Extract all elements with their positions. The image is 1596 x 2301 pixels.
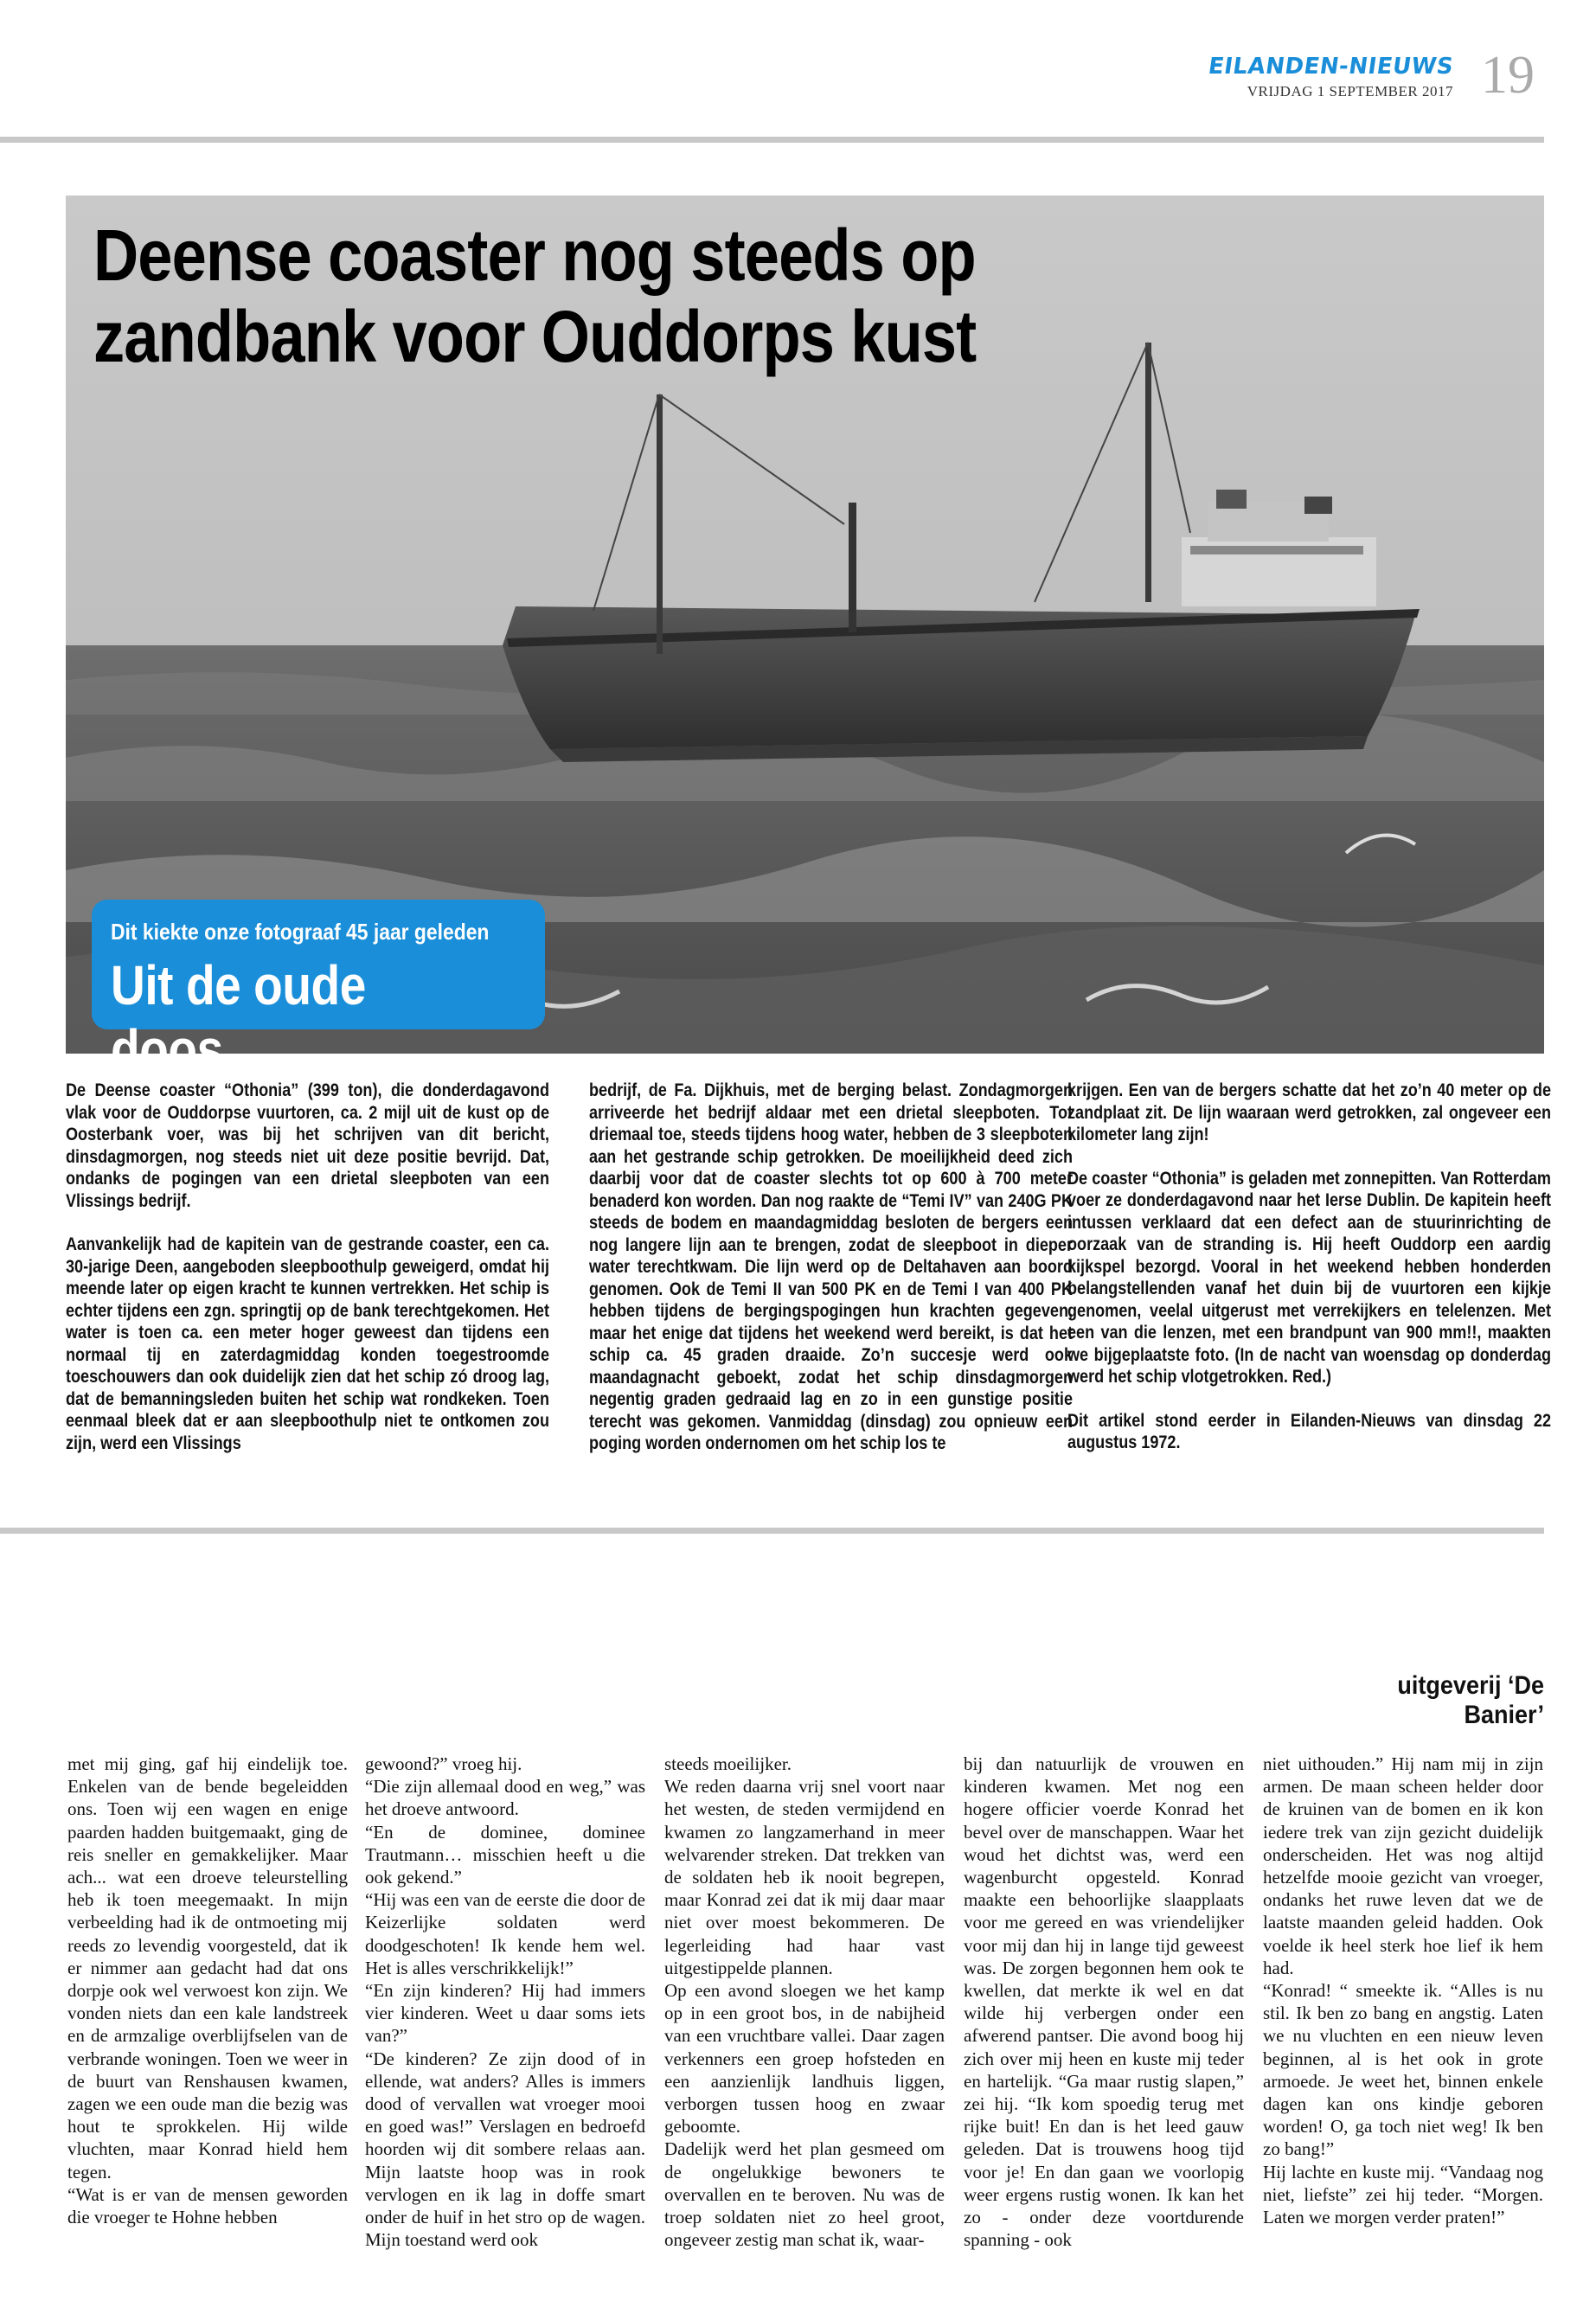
story-paragraph: We reden daarna vrij snel voort naar het westen, de steden vermijdend en kwamen zo langzamerhand in meer welvarender streken. Dat trekken van de soldaten heb ik nooit begrepen, maar Konrad zei dat ik mij daar maar niet over moest bekommeren. De legerleiding had haar vast uitgestippelde plannen.: [664, 1776, 945, 1978]
issue-date: VRIJDAG 1 SEPTEMBER 2017: [1247, 83, 1453, 99]
story-paragraph: “En zijn kinderen? Hij had immers vier kinderen. Weet u daar soms iets van?”: [365, 1980, 645, 2047]
story-column-2: [365, 1753, 645, 2251]
newspaper-logo: EILANDEN-NIEUWS: [1206, 54, 1456, 80]
article-paragraph: bedrijf, de Fa. Dijkhuis, met de berging belast. Zondagmorgen arriveerde het bedrijf aldaar met een drietal sleepboten. Tot driemaal toe, steeds tijdens hoog water, hebben de 3 sleepboten aan het gestrande schip getrokken. De moeilijkheid deed zich daarbij voor dat de coaster slechts tot op 600 à 700 meter benaderd kon worden. Dan nog raakte de “Temi IV” van 240G PK steeds de bodem en maandagmiddag besloten de bergers een nog langere lijn aan te brengen, zodat de sleepboot in dieper water terechtkwam. Die lijn werd op de Deltahaven aan boord genomen. Ook de Temi II van 500 PK en de Temi I van 400 PK hebben tijdens de bergingspogingen hun krachten gegeven, maar het enige dat tijdens het weekend werd bereikt, is dat het schip ca. 45 graden draaide. Zo’n succesje werd ook maandagnacht geboekt, zodat het schip dinsdagmorgen negentig graden gedraaid lag en zo in een gunstige positie terecht was gekomen. Vanmiddag (dinsdag) zou opnieuw een poging worden ondernomen om het schip los te: [589, 1080, 1073, 1453]
story-column-4: [964, 1753, 1244, 2251]
story-paragraph: gewoond?” vroeg hij.: [365, 1753, 522, 1774]
story-column-5: [1263, 1753, 1543, 2228]
story-paragraph: Hij lachte en kuste mij. “Vandaag nog niet, liefste” zei hij teder. “Morgen. Laten we morgen verder praten!”: [1263, 2161, 1543, 2228]
story-paragraph: “De kinderen? Ze zijn dood of in ellende, wat anders? Alles is immers dood of vervallen wat vroeger mooi en goed was!” Verslagen en bedroefd hoorden wij dit sombere relaas aan. Mijn laatste hoop was in rook vervlogen en ik lag in doffe smart onder de huif in het stro op de wagen. Mijn toestand werd ook: [365, 2048, 645, 2251]
publisher-label: uitgeverij ‘De Banier’: [1397, 1671, 1544, 1729]
story-paragraph: “Konrad! “ smeekte ik. “Alles is nu stil. Ik ben zo bang en angstig. Laten we nu vluchten en een nieuw leven beginnen, al is het ook in grote armoede. Je weet het, binnen enkele dagen kan ons kindje geboren worden! O, ga toch niet weg! Ik ben zo bang!”: [1263, 1980, 1543, 2160]
masthead: [1194, 54, 1456, 100]
page-number: 19: [1481, 46, 1535, 105]
article-column-3: [1067, 1080, 1552, 1476]
article-column-2: [589, 1080, 1074, 1477]
article-paragraph: De coaster “Othonia” is geladen met zonnepitten. Van Rotterdam voer ze donderdagavond naar het Ierse Dublin. De kapitein heeft intussen verklaard dat een defect aan de stuurinrichting de oorzaak van de stranding is. Hij heeft Ouddorp een aardig kijkspel bezorgd. Vooral in het weekend hebben honderden belangstellenden vanaf het duin bij de vuurtoren een kijkje genomen, veelal uitgerust met verrekijkers en telelenzen. Met een van die lenzen, met een brandpunt van 900 mm!!, maakten we bijgeplaatste foto. (In de nacht van woensdag op donderdag werd het schip vlotgetrokken. Red.): [1067, 1168, 1551, 1387]
story-paragraph: “Wat is er van de mensen geworden die vroeger te Hohne hebben: [67, 2183, 348, 2228]
article-paragraph: De Deense coaster “Othonia” (399 ton), die donderdagavond vlak voor de Ouddorpse vuurtoren, ca. 2 mijl uit de kust op de Oosterbank voer, was bij het schrijven van dit bericht, dinsdagmorgen, nog steeds niet uit deze positie bevrijd. Dat, ondanks de pogingen van een drietal sleepboten van een Vlissings bedrijf.: [66, 1080, 549, 1211]
story-column-3: [664, 1753, 945, 2251]
story-paragraph: “Die zijn allemaal dood en weg,” was het droeve antwoord.: [365, 1776, 645, 1820]
article-paragraph: krijgen. Een van de bergers schatte dat het zo’n 40 meter op de zandplaat zit. De lijn waaraan werd getrokken, zal ongeveer een kilometer lang zijn!: [1067, 1080, 1551, 1144]
article-column-1: [66, 1080, 550, 1476]
story-column-1: [67, 1753, 348, 2228]
story-paragraph: steeds moeilijker.: [664, 1753, 792, 1774]
story-paragraph: Dadelijk werd het plan gesmeed om de ongelukkige bewoners te overvallen en te beroven. Nu was de troep soldaten niet zo heel groot, ongeveer zestig man schat ik, waar-: [664, 2138, 945, 2251]
story-paragraph: bij dan natuurlijk de vrouwen en kinderen kwamen. Met nog een hogere officier voerde Konrad het bevel over de manschappen. Waar het woud het dichtst was, werd een wagenburcht opgesteld. Konrad maakte een behoorlijke slaapplaats voor me gereed en was vriendelijker voor mij dan hij in lange tijd geweest was. De zorgen begonnen hem ook te kwellen, dat merkte ik wel en dat wilde hij verbergen onder een afwerend pantser. Die avond boog hij zich over mij heen en kuste mij teder en hartelijk. “Ga maar rustig slapen,” zei hij. “Ik kom spoedig terug met rijke buit! En dan is het leed gauw geleden. Dat is trouwens hoog tijd voor je! En dan gaan we voorlopig weer ergens rustig wonen. Ik kan het zo - onder deze voortdurende spanning - ook: [964, 1753, 1244, 2251]
badge-title: Uit de oude doos: [111, 954, 366, 1080]
story-paragraph: Op een avond sloegen we het kamp op in een groot bos, in de nabijheid van een vruchtbare vallei. Daar zagen verkenners een groep hofsteden en een aanzienlijk landhuis liggen, verborgen tussen hoog en zwaar geboomte.: [664, 1980, 945, 2138]
story-paragraph: niet uithouden.” Hij nam mij in zijn armen. De maan scheen helder door de kruinen van de bomen en ik kon iedere trek van zijn gezicht duidelijk onderscheiden. Het was nog altijd hetzelfde mooie gezicht van vroeger, ondanks het ruwe leven dat we de laatste maanden geleid hadden. Ook voelde ik heel sterk hoe lief ik hem had.: [1263, 1753, 1543, 1978]
badge-kicker: Dit kiekte onze fotograaf 45 jaar geleden: [111, 919, 490, 945]
story-paragraph: “En de dominee, dominee Trautmann… misschien heeft u die ook gekend.”: [365, 1821, 645, 1888]
section-badge: [92, 900, 545, 1080]
top-rule: [0, 137, 1544, 143]
article-paragraph: Dit artikel stond eerder in Eilanden-Nieuws van dinsdag 22 augustus 1972.: [1067, 1410, 1551, 1452]
story-paragraph: met mij ging, gaf hij eindelijk toe. Enkelen van de bende begeleidden ons. Toen wij een wagen en enige paarden hadden buitgemaakt, ging de reis sneller en gemakkelijker. Maar ach... wat een droeve teleurstelling heb ik toen meegemaakt. In mijn verbeelding had ik de ontmoeting mij reeds zo levendig voorgesteld, dat ik er nimmer aan gedacht had dat ons dorpje ook wel verwoest kon zijn. We vonden niets dan een kale landstreek en de armzalige overblijfselen van de verbrande woningen. Toen we weer in de buurt van Renshausen kwamen, zagen we een oude man die bezig was hout te sprokkelen. Hij wilde vluchten, maar Konrad hield hem tegen.: [67, 1753, 348, 2182]
section-rule: [0, 1528, 1544, 1534]
story-paragraph: “Hij was een van de eerste die door de Keizerlijke soldaten werd doodgeschoten! Ik kende hem wel. Het is alles verschrikkelijk!”: [365, 1889, 645, 1978]
article-paragraph: Aanvankelijk had de kapitein van de gestrande coaster, een ca. 30-jarige Deen, aangeboden sleepboothulp geweigerd, omdat hij meende later op eigen kracht te kunnen vertrekken. Het schip is echter tijdens een zgn. springtij op de bank terechtgekomen. Het water is toen ca. een meter hoger geweest dan tijdens een normaal tij en zaterdagmiddag konden toegestroomde toeschouwers dan ook duidelijk zien dat het schip zó droog lag, dat de bemanningsleden buiten het schip wat rondkeken. Toen eenmaal bleek dat er aan sleepboothulp niet te ontkomen zou zijn, werd een Vlissings: [66, 1234, 549, 1453]
article-headline: Deense coaster nog steeds op zandbank voor Ouddorps kust: [93, 215, 977, 378]
